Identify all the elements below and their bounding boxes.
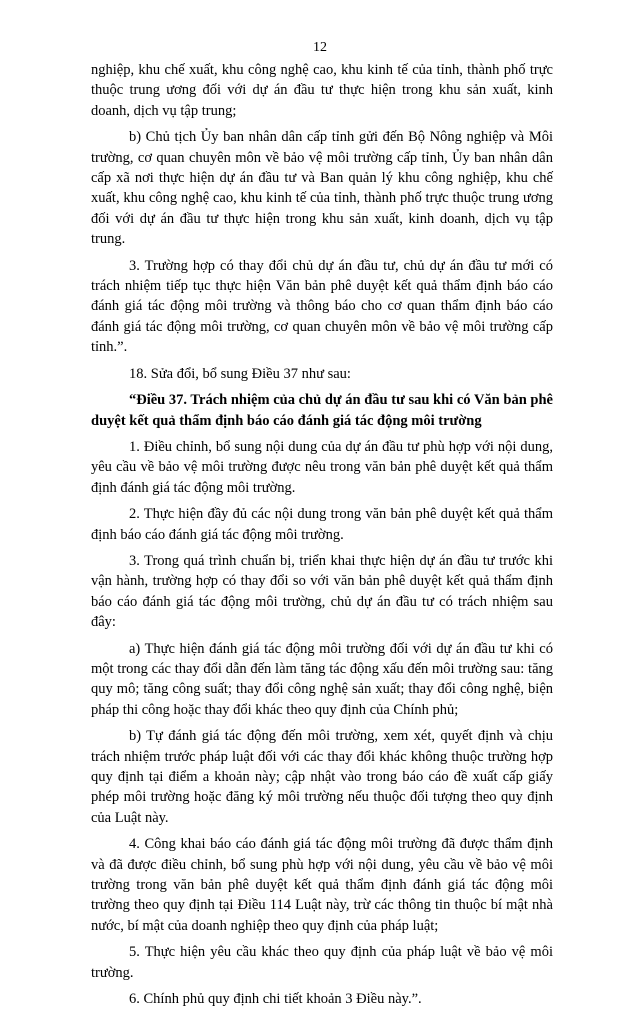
- paragraph-clause-1: 1. Điều chỉnh, bổ sung nội dung của dự án đầu tư phù hợp với nội dung, yêu cầu về bảo vệ môi trường được nêu trong văn bản phê duyệt kết quả thẩm định đánh giá tác động môi trường.: [91, 438, 553, 496]
- paragraph-continuation: nghiệp, khu chế xuất, khu công nghệ cao, khu kinh tế của tỉnh, thành phố trực thuộc trung ương đối với dự án đầu tư thực hiện trong khu sản xuất, kinh doanh, dịch vụ tập trung;: [91, 62, 553, 119]
- paragraph-point-a: a) Thực hiện đánh giá tác động môi trường đối với dự án đầu tư khi có một trong các thay đổi dẫn đến làm tăng tác động xấu đến môi trường sau: tăng quy mô; tăng công suất; thay đổi công nghệ sản xuất; thay đổi công nghệ, biện pháp thi công hoặc thay đổi khác theo quy định của Chính phủ;: [91, 640, 553, 718]
- article-37-heading: “Điều 37. Trách nhiệm của chủ dự án đầu tư sau khi có Văn bản phê duyệt kết quả thẩm định báo cáo đánh giá tác động môi trường: [91, 392, 553, 429]
- paragraph-clause-6: 6. Chính phủ quy định chi tiết khoản 3 Điều này.”.: [129, 991, 422, 1008]
- paragraph-clause-4: 4. Công khai báo cáo đánh giá tác động môi trường đã được thẩm định và đã được điều chỉnh, bổ sung phù hợp với nội dung, yêu cầu về bảo vệ môi trường trong văn bản phê duyệt kết quả thẩm định đánh giá tác động môi trường theo quy định tại Điều 114 Luật này, trừ các thông tin thuộc bí mật nhà nước, bí mật của doanh nghiệp theo quy định của pháp luật;: [91, 836, 553, 934]
- paragraph-clause-3-owner-change: 3. Trường hợp có thay đổi chủ dự án đầu tư, chủ dự án đầu tư mới có trách nhiệm tiếp tục thực hiện Văn bản phê duyệt kết quả thẩm định báo cáo đánh giá tác động môi trường và thông báo cho cơ quan thẩm định báo cáo đánh giá tác động môi trường, cơ quan chuyên môn về bảo vệ môi trường cấp tỉnh.”.: [91, 257, 553, 356]
- paragraph-point-b-self-assessment: b) Tự đánh giá tác động đến môi trường, xem xét, quyết định và chịu trách nhiệm trước pháp luật đối với các thay đổi khác không thuộc trường hợp quy định tại điểm a khoản này; cập nhật vào trong báo cáo đề xuất cấp giấy phép môi trường hoặc đăng ký môi trường nếu thuộc đối tượng theo quy định của Luật này.: [91, 728, 553, 826]
- page-number: 12: [313, 40, 327, 55]
- paragraph-clause-2: 2. Thực hiện đầy đủ các nội dung trong văn bản phê duyệt kết quả thẩm định báo cáo đánh giá tác động môi trường.: [91, 506, 553, 543]
- paragraph-clause-5: 5. Thực hiện yêu cầu khác theo quy định của pháp luật về bảo vệ môi trường.: [91, 944, 553, 981]
- paragraph-amendment-18: 18. Sửa đổi, bổ sung Điều 37 như sau:: [129, 365, 351, 382]
- document-body: [91, 60, 553, 1015]
- paragraph-clause-3: 3. Trong quá trình chuẩn bị, triển khai thực hiện dự án đầu tư trước khi vận hành, trường hợp có thay đổi so với văn bản phê duyệt kết quả thẩm định báo cáo đánh giá tác động môi trường, chủ dự án đầu tư có trách nhiệm sau đây:: [91, 552, 553, 631]
- paragraph-point-b: b) Chủ tịch Ủy ban nhân dân cấp tỉnh gửi đến Bộ Nông nghiệp và Môi trường, cơ quan chuyên môn về bảo vệ môi trường cấp tỉnh, Ủy ban nhân dân cấp xã nơi thực hiện dự án đầu tư và Ban quản lý khu công nghiệp, khu chế xuất, khu công nghệ cao, khu kinh tế của tỉnh, thành phố trực thuộc trung ương đối với dự án đầu tư thực hiện trong khu sản xuất, kinh doanh, dịch vụ tập trung.: [91, 129, 553, 248]
